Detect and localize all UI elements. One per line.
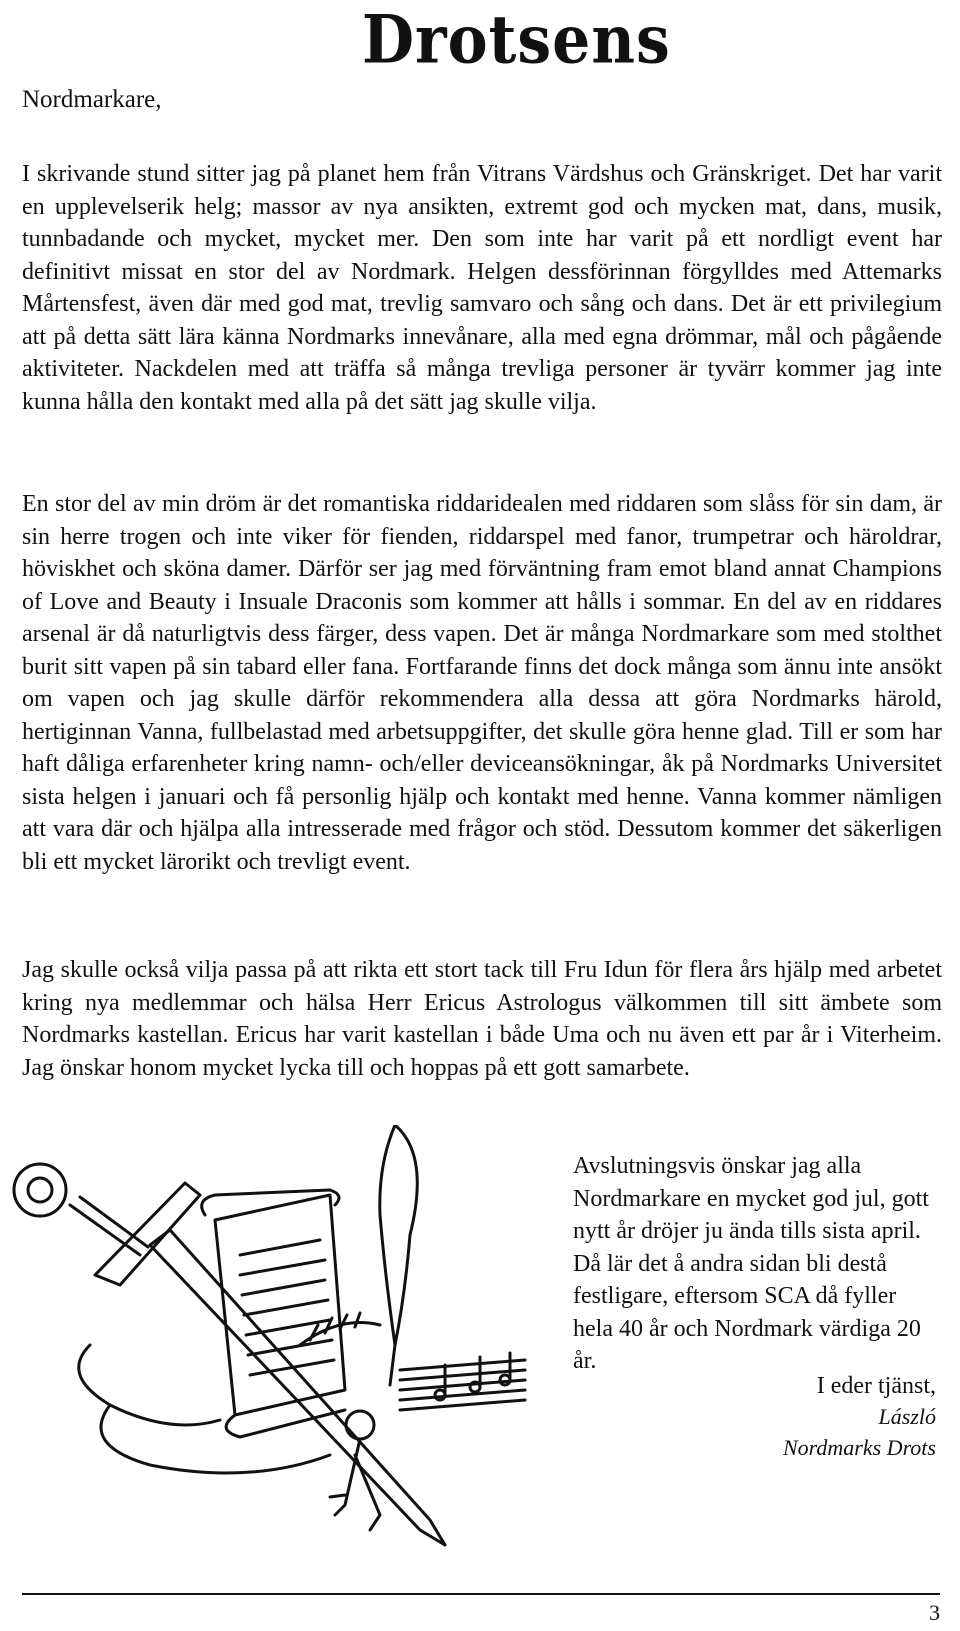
- signature-role: Nordmarks Drots: [782, 1435, 936, 1460]
- sword-blade: [150, 1230, 445, 1545]
- page-number: 3: [929, 1600, 940, 1625]
- keys: [346, 1411, 374, 1439]
- sword-handle: [70, 1197, 148, 1255]
- signature-salutation: I eder tjänst,: [816, 1373, 936, 1399]
- greeting: Nordmarkare,: [22, 86, 162, 113]
- sword-scroll-drawing: [0, 1125, 560, 1555]
- sword-pommel: [14, 1164, 66, 1216]
- page-title: Drotsens: [362, 2, 671, 79]
- closing-paragraph: Avslutningsvis önskar jag alla Nordmarkare en mycket god jul, gott nytt år dröjer ju ända tills sista april. Då lär det å andra sidan bli destå festligare, eftersom SCA då fyller hela 40 år och Nordmark värdiga 20 år.: [573, 1153, 929, 1374]
- paragraph-3: Jag skulle också vilja passa på att rikta ett stort tack till Fru Idun för flera års hjälp med arbetet kring nya medlemmar och hälsa Herr Ericus Astrologus välkommen till sitt ämbete som Nordmarks kastellan. Ericus har varit kastellan i både Uma och nu även ett par år i Viterheim. Jag önskar honom mycket lycka till och hoppas på ett gott samarbete.: [22, 957, 942, 1081]
- footer-divider: [22, 1593, 940, 1595]
- sword-scroll-illustration: [0, 1125, 560, 1555]
- paragraph-1: I skrivande stund sitter jag på planet hem från Vitrans Värdshus och Gränskriget. Det har varit en upplevelserik helg; massor av nya ansikten, extremt god och mycken mat, dans, musik, tunnbadande och mycket, mycket mer. Den som inte har varit på ett nordligt event har definitivt missat en stor del av Nordmark. Helgen dessförinnan förgylldes med Attemarks Mårtensfest, även där med god mat, trevlig samvaro och sång och dans. Det är ett privilegium att på detta sätt lära känna Nordmarks innevånare, alla med egna drömmar, mål och pågående aktiviteter. Nackdelen med att träffa så många trevliga personer är tyvärr kommer jag inte kunna hålla den kontakt med alla på det sätt jag skulle vilja.: [22, 161, 942, 415]
- signature-name: László: [878, 1404, 936, 1429]
- paragraph-2: En stor del av min dröm är det romantiska riddaridealen med riddaren som slåss för sin dam, är sin herre trogen och inte viker för fienden, riddarspel med fanor, trumpetrar och häroldrar, höviskhet och sköna damer. Därför ser jag med förväntning fram emot bland annat Champions of Love and Beauty i Insuale Draconis som kommer att hålls i sommar. En del av en riddares arsenal är då naturligtvis dess färger, dess vapen. Det är många Nordmarkare som med stolthet burit sitt vapen på sin tabard eller fana. Fortfarande finns det dock många som ännu inte ansökt om vapen och jag skulle därför rekommendera alla dessa att göra Nordmarks härold, hertiginnan Vanna, fullbelastad med arbetsuppgifter, det skulle göra henne glad. Till er som har haft dåliga erfarenheter kring namn- och/eller deviceansökningar, åk på Nordmarks Universitet sista helgen i januari och få personlig hjälp och kontakt med henne. Vanna kommer nämligen att vara där och hjälpa alla intresserade med frågor och stöd. Dessutom kommer det säkerligen bli ett mycket lärorikt och trevligt event.: [22, 491, 942, 875]
- quill: [380, 1125, 417, 1345]
